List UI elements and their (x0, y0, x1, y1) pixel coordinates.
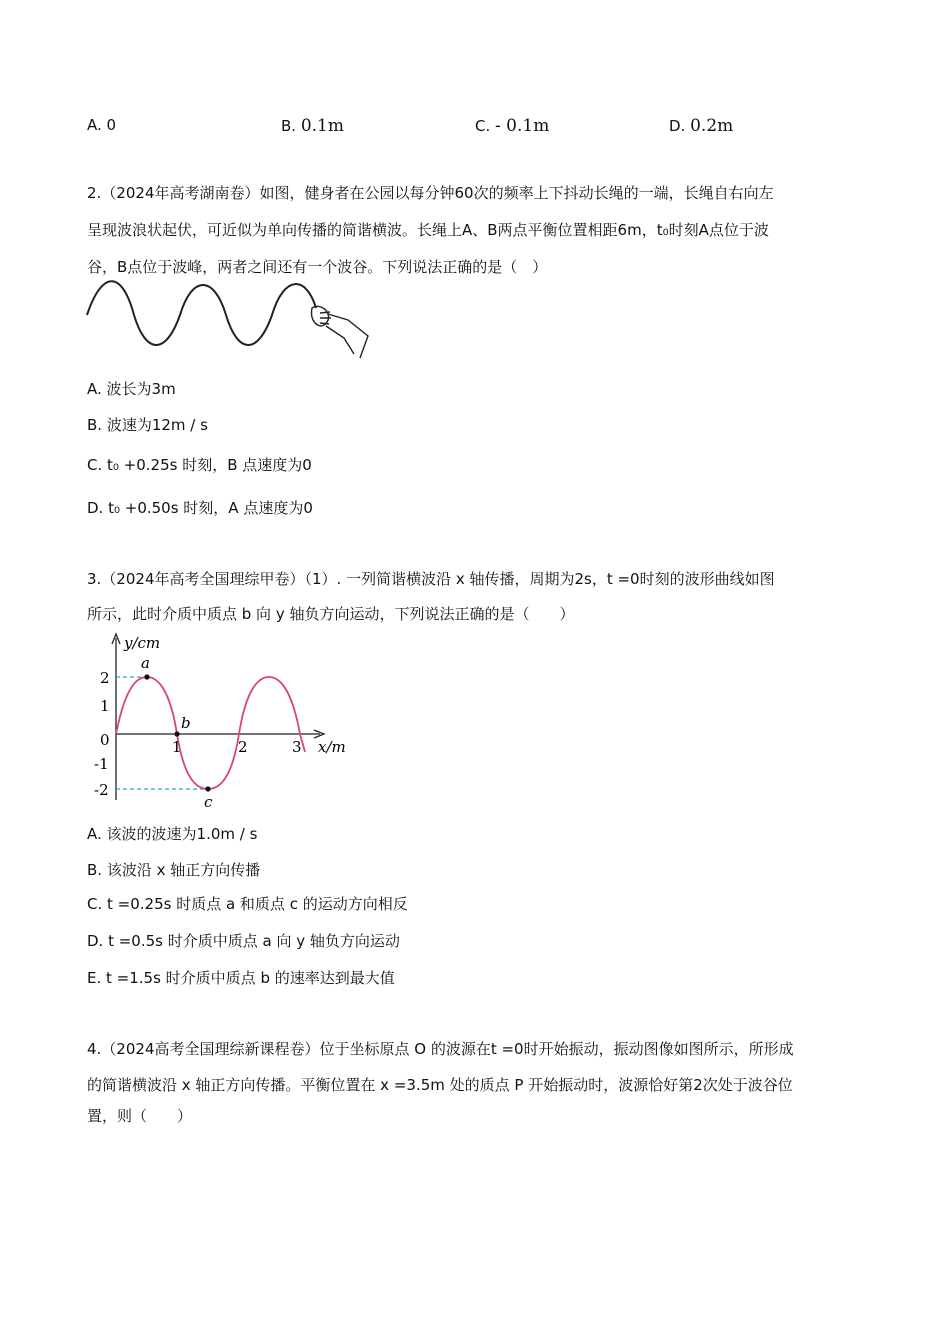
q2-text-line-2: 呈现波浪状起伏，可近似为单向传播的简谐横波。长绳上A、B两点平衡位置相距6m，t₀时刻A点位于波 (87, 221, 769, 239)
label-c: c (204, 793, 213, 811)
q3-option-c: C. t =0.25s 时质点 a 和质点 c 的运动方向相反 (87, 895, 408, 913)
hand-icon (311, 306, 368, 358)
q1-option-d: D. 0.2m (669, 116, 734, 136)
q3-option-e: E. t =1.5s 时介质中质点 b 的速率达到最大值 (87, 969, 395, 987)
x-tick-1: 1 (172, 738, 182, 756)
y-tick-0: 0 (100, 731, 110, 749)
q4-text-line-2: 的简谐横波沿 x 轴正方向传播。平衡位置在 x =3.5m 处的质点 P 开始振动时，波源恰好第2次处于波谷位 (87, 1076, 793, 1094)
x-tick-3: 3 (292, 738, 302, 756)
q2-text-line-1: 2.（2024年高考湖南卷）如图，健身者在公园以每分钟60次的频率上下抖动长绳的一端，长绳自右向左 (87, 184, 774, 202)
q1-option-a: A. 0 (87, 116, 117, 134)
q2-option-d: D. t₀ +0.50s 时刻，A 点速度为0 (87, 499, 313, 517)
q4-text-line-1: 4.（2024高考全国理综新课程卷）位于坐标原点 O 的波源在t =0时开始振动，振动图像如图所示，所形成 (87, 1040, 794, 1058)
label-a: a (141, 654, 150, 672)
label-b: b (181, 714, 191, 732)
y-tick-minus-1: -1 (94, 755, 109, 773)
q3-option-a: A. 该波的波速为1.0m / s (87, 825, 258, 843)
x-axis-label: x/m (318, 738, 346, 756)
x-tick-2: 2 (238, 738, 248, 756)
q4-text-line-3: 置，则（ ） (87, 1107, 193, 1125)
q2-option-b: B. 波速为12m / s (87, 416, 208, 434)
q3-text-line-1: 3.（2024年高考全国理综甲卷）（1）. 一列简谐横波沿 x 轴传播，周期为2s，t =0时刻的波形曲线如图 (87, 570, 775, 588)
y-tick-minus-2: -2 (94, 781, 109, 799)
q1-option-c: C. - 0.1m (475, 116, 550, 136)
point-a (144, 674, 149, 679)
q1-option-b: B. 0.1m (281, 116, 344, 136)
point-c (205, 786, 210, 791)
y-tick-2: 2 (100, 669, 110, 687)
q2-option-a: A. 波长为3m (87, 380, 176, 398)
point-b (174, 731, 179, 736)
q3-option-d: D. t =0.5s 时介质中质点 a 向 y 轴负方向运动 (87, 932, 400, 950)
q2-text-line-3: 谷，B点位于波峰，两者之间还有一个波谷。下列说法正确的是（ ） (87, 258, 548, 276)
q2-option-c: C. t₀ +0.25s 时刻，B 点速度为0 (87, 456, 312, 474)
y-axis-label: y/cm (124, 634, 161, 652)
q3-text-line-2: 所示，此时介质中质点 b 向 y 轴负方向运动，下列说法正确的是（ ） (87, 605, 575, 623)
wave-curve (116, 677, 305, 789)
rope-wave-figure (82, 280, 382, 370)
y-tick-1: 1 (100, 697, 110, 715)
q3-option-b: B. 该波沿 x 轴正方向传播 (87, 861, 261, 879)
wave-graph (88, 630, 358, 815)
